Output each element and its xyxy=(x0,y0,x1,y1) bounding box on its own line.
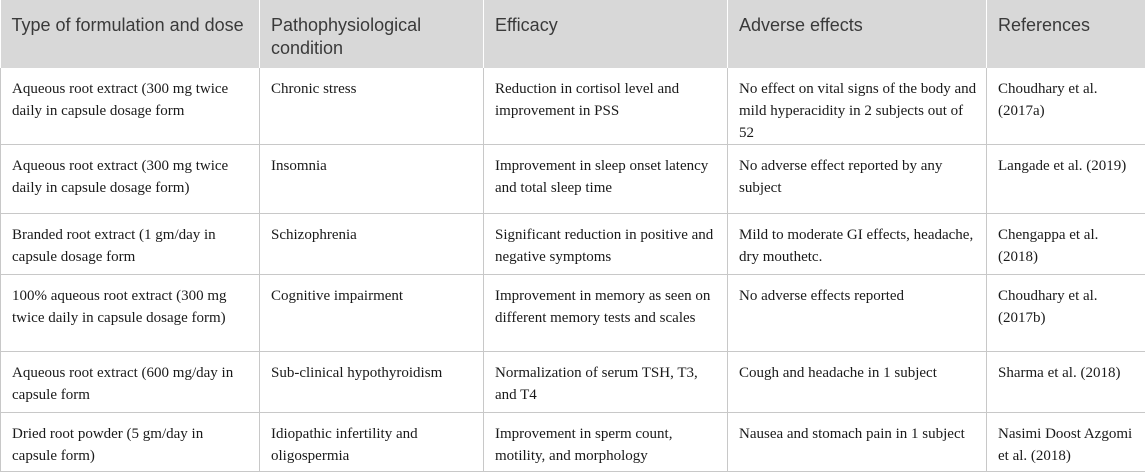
cell-adverse-effects: Cough and headache in 1 subject xyxy=(728,352,987,413)
cell-reference: Sharma et al. (2018) xyxy=(987,352,1145,413)
cell-reference: Choudhary et al. (2017b) xyxy=(987,275,1145,352)
cell-efficacy: Reduction in cortisol level and improvement in PSS xyxy=(484,68,728,145)
header-references: References xyxy=(987,0,1145,68)
cell-condition: Insomnia xyxy=(260,145,484,214)
cell-adverse-effects: Mild to moderate GI effects, headache, dry mouthetc. xyxy=(728,214,987,275)
header-row xyxy=(1,0,1145,68)
table-row xyxy=(1,68,1145,145)
cell-efficacy: Improvement in sleep onset latency and total sleep time xyxy=(484,145,728,214)
header-formulation: Type of formulation and dose xyxy=(1,0,260,68)
header-condition: Pathophysiological condition xyxy=(260,0,484,68)
cell-formulation: Branded root extract (1 gm/day in capsule dosage form xyxy=(1,214,260,275)
table-row xyxy=(1,352,1145,413)
cell-efficacy: Normalization of serum TSH, T3, and T4 xyxy=(484,352,728,413)
table-row xyxy=(1,214,1145,275)
cell-adverse-effects: No adverse effect reported by any subject xyxy=(728,145,987,214)
table-header xyxy=(1,0,1145,68)
cell-efficacy: Improvement in memory as seen on different memory tests and scales xyxy=(484,275,728,352)
cell-reference: Nasimi Doost Azgomi et al. (2018) xyxy=(987,413,1145,472)
cell-reference: Chengappa et al. (2018) xyxy=(987,214,1145,275)
cell-condition: Sub-clinical hypothyroidism xyxy=(260,352,484,413)
table-row xyxy=(1,145,1145,214)
cell-adverse-effects: Nausea and stomach pain in 1 subject xyxy=(728,413,987,472)
table-row xyxy=(1,275,1145,352)
cell-condition: Chronic stress xyxy=(260,68,484,145)
cell-formulation: Aqueous root extract (600 mg/day in capsule form xyxy=(1,352,260,413)
cell-condition: Schizophrenia xyxy=(260,214,484,275)
cell-efficacy: Improvement in sperm count, motility, and morphology xyxy=(484,413,728,472)
cell-formulation: 100% aqueous root extract (300 mg twice daily in capsule dosage form) xyxy=(1,275,260,352)
cell-condition: Cognitive impairment xyxy=(260,275,484,352)
cell-formulation: Aqueous root extract (300 mg twice daily in capsule dosage form xyxy=(1,68,260,145)
cell-adverse-effects: No effect on vital signs of the body and mild hyperacidity in 2 subjects out of 52 xyxy=(728,68,987,145)
table-body xyxy=(1,68,1145,472)
cell-reference: Choudhary et al. (2017a) xyxy=(987,68,1145,145)
table-row xyxy=(1,413,1145,472)
header-efficacy: Efficacy xyxy=(484,0,728,68)
header-adverse-effects: Adverse effects xyxy=(728,0,987,68)
cell-reference: Langade et al. (2019) xyxy=(987,145,1145,214)
cell-formulation: Dried root powder (5 gm/day in capsule form) xyxy=(1,413,260,472)
cell-condition: Idiopathic infertility and oligospermia xyxy=(260,413,484,472)
cell-efficacy: Significant reduction in positive and negative symptoms xyxy=(484,214,728,275)
cell-adverse-effects: No adverse effects reported xyxy=(728,275,987,352)
cell-formulation: Aqueous root extract (300 mg twice daily in capsule dosage form) xyxy=(1,145,260,214)
